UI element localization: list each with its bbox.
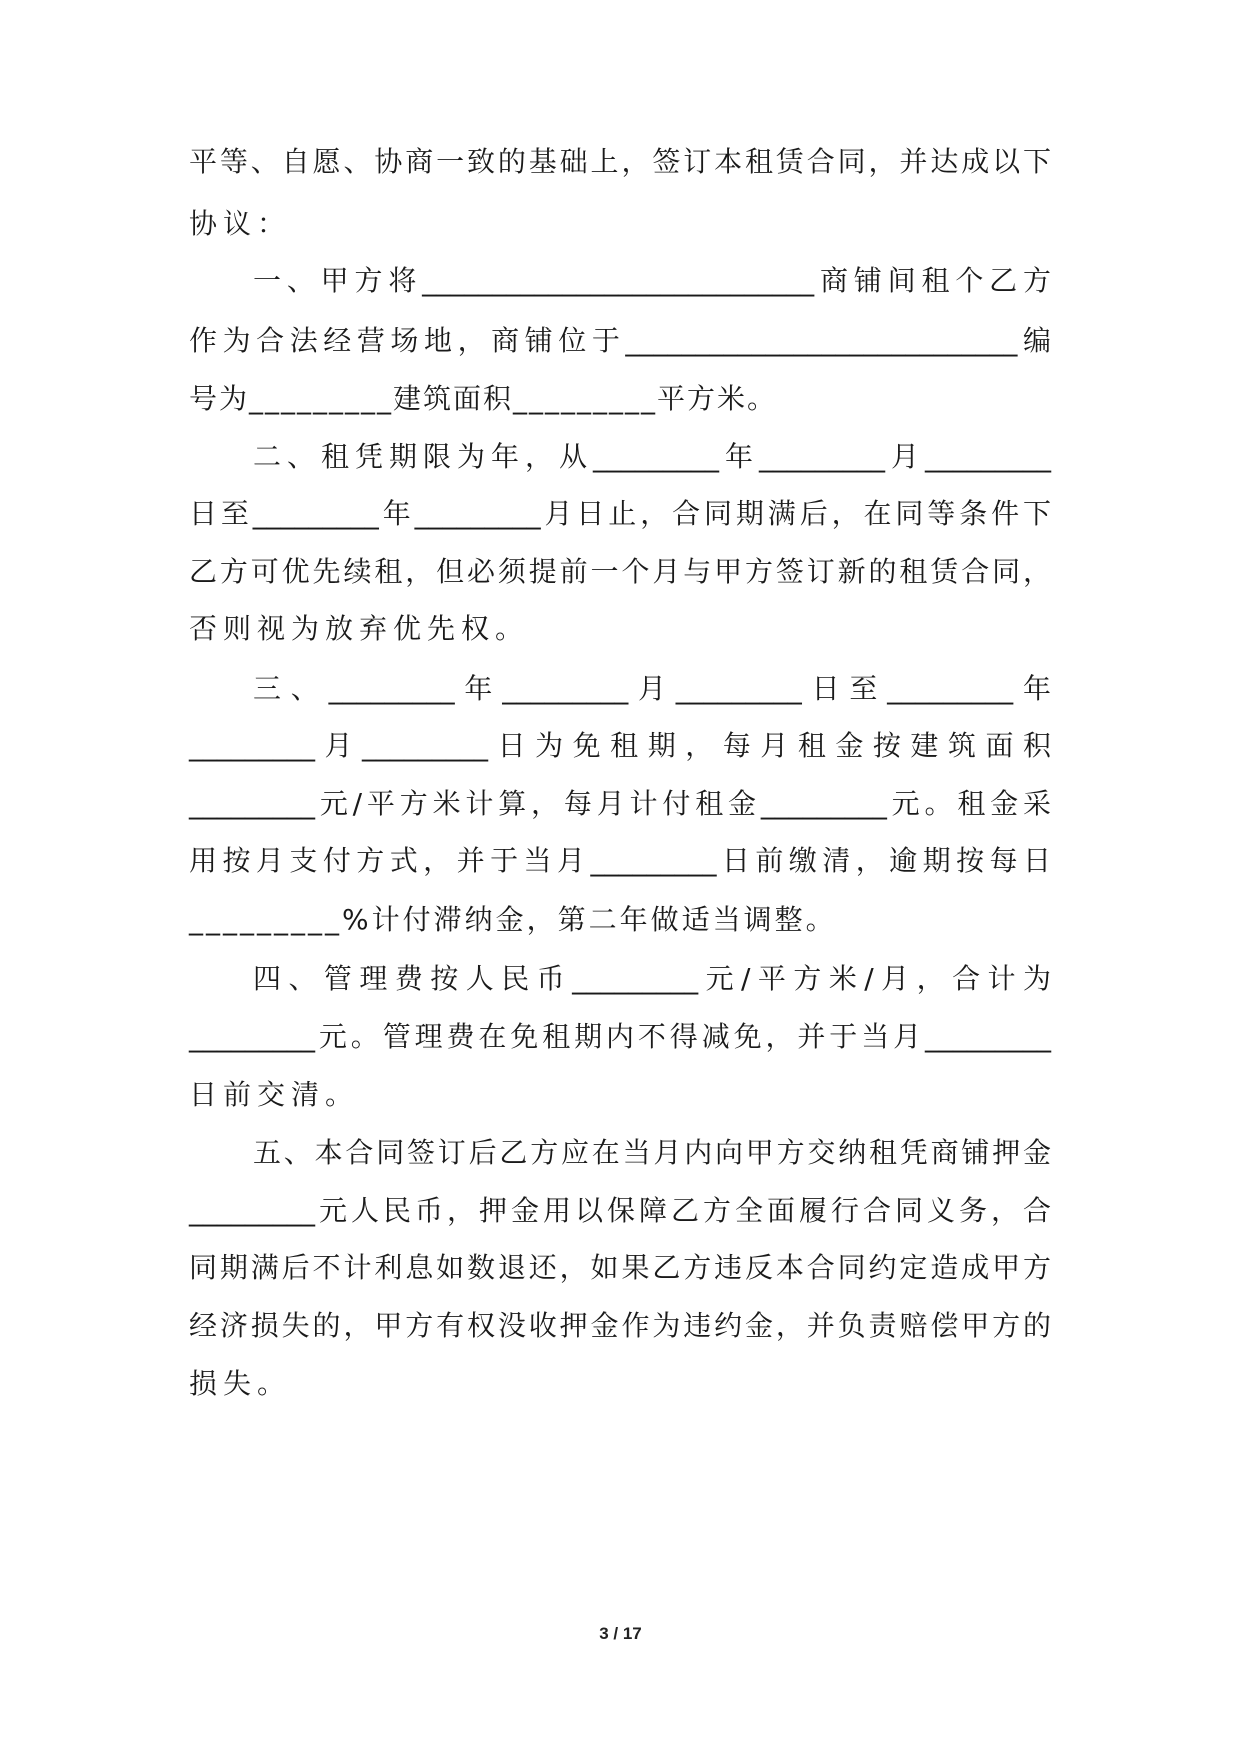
text-line: 日前交清。 <box>189 1078 360 1111</box>
text-line: 五、本合同签订后乙方应在当月内向甲方交纳租凭商铺押金 <box>253 1136 1051 1169</box>
text-line: 用按月支付方式，并于当月_________日前缴清，逾期按每日 <box>189 844 1051 877</box>
text-line: 否则视为放弃优先权。 <box>189 612 530 645</box>
text-line: 一、甲方将____________________________商铺间租个乙方 <box>253 264 1051 297</box>
text-line: _________元/平方米计算，每月计付租金_________元。租金采 <box>189 787 1051 820</box>
page-number: 3 / 17 <box>599 1624 642 1643</box>
text-line: 二、租凭期限为年，从_________年_________月_________ <box>253 440 1051 473</box>
text-line: 号为_________建筑面积_________平方米。 <box>189 382 778 415</box>
text-line: 同期满后不计利息如数退还，如果乙方违反本合同约定造成甲方 <box>189 1251 1051 1284</box>
text-line: 乙方可优先续租，但必须提前一个月与甲方签订新的租赁合同， <box>189 555 1051 588</box>
text-line: 经济损失的，甲方有权没收押金作为违约金，并负责赔偿甲方的 <box>189 1309 1051 1342</box>
text-line: 协议： <box>189 207 292 240</box>
text-line: _________%计付滞纳金，第二年做适当调整。 <box>189 903 837 936</box>
text-line: 三、_________年_________月_________日至_________年 <box>253 672 1051 705</box>
text-line: 平等、自愿、协商一致的基础上，签订本租赁合同，并达成以下 <box>189 145 1051 178</box>
text-line: _________月_________日为免租期，每月租金按建筑面积 <box>189 729 1051 762</box>
text-line: 日至_________年_________月日止，合同期满后，在同等条件下 <box>189 497 1051 530</box>
text-line: _________元人民币，押金用以保障乙方全面履行合同义务，合 <box>189 1194 1051 1227</box>
text-line: _________元。管理费在免租期内不得减免，并于当月_________ <box>189 1020 1051 1053</box>
text-line: 损失。 <box>189 1367 292 1400</box>
text-line: 作为合法经营场地，商铺位于____________________________编 <box>189 324 1051 357</box>
text-line: 四、管理费按人民币_________元/平方米/月，合计为 <box>253 962 1051 995</box>
